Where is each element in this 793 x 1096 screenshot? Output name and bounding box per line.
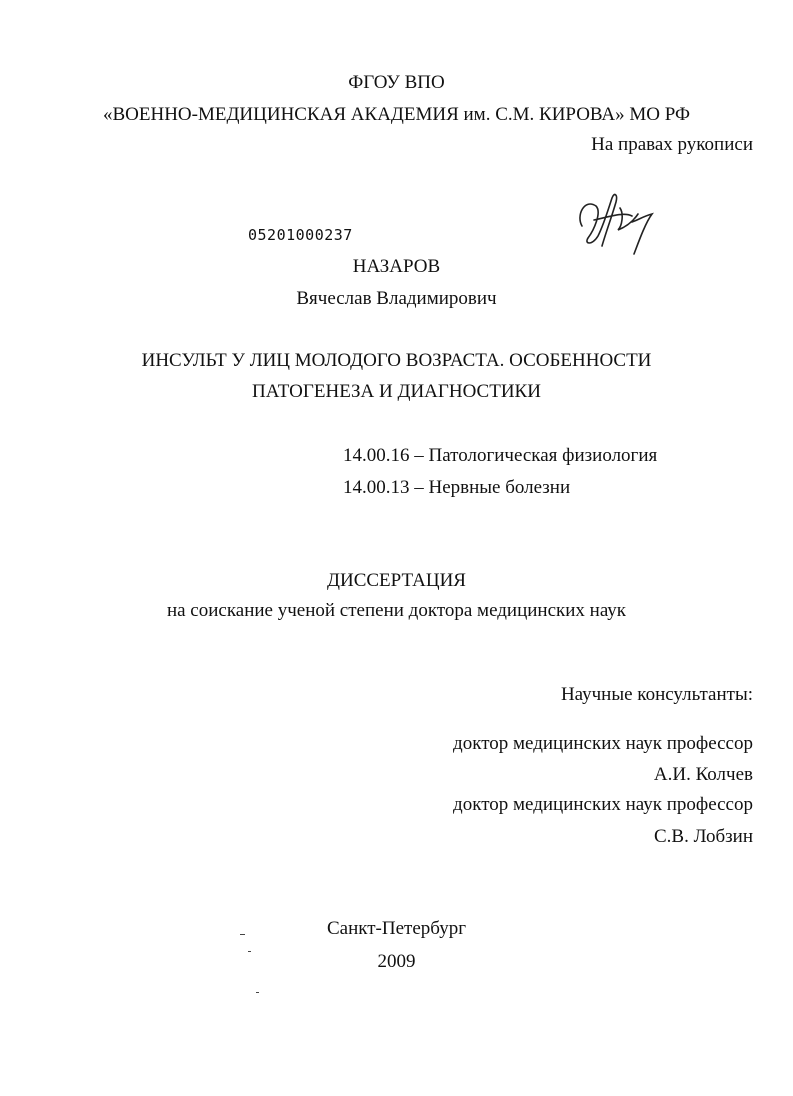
scan-speck [240, 934, 245, 935]
scan-speck [248, 951, 251, 952]
thesis-title-line-1: ИНСУЛЬТ У ЛИЦ МОЛОДОГО ВОЗРАСТА. ОСОБЕННОСТИ [141, 350, 652, 371]
org-full: «ВОЕННО-МЕДИЦИНСКАЯ АКАДЕМИЯ им. С.М. КИРОВА» МО РФ [102, 104, 691, 125]
degree-line: на соискание ученой степени доктора медицинских наук [166, 600, 627, 621]
specialty-1: 14.00.16 – Патологическая физиология [343, 445, 658, 466]
author-given-name: Вячеслав Владимирович [296, 288, 497, 309]
consultant-2-name: С.В. Лобзин [653, 826, 753, 847]
rights-note: На правах рукописи [591, 134, 753, 155]
org-short: ФГОУ ВПО [348, 72, 445, 93]
consultant-1-title: доктор медицинских наук профессор [453, 733, 753, 754]
consultant-2-title: доктор медицинских наук профессор [453, 794, 753, 815]
thesis-title-line-2: ПАТОГЕНЕЗА И ДИАГНОСТИКИ [252, 381, 541, 402]
author-surname: НАЗАРОВ [352, 256, 441, 277]
consultants-heading: Научные консультанты: [560, 684, 753, 705]
registry-number: 05201000237 [248, 226, 353, 244]
year: 2009 [377, 951, 416, 972]
city: Санкт-Петербург [326, 918, 466, 939]
signature-image [572, 186, 662, 258]
work-type: ДИССЕРТАЦИЯ [327, 570, 466, 591]
specialty-2: 14.00.13 – Нервные болезни [343, 477, 571, 498]
consultant-1-name: А.И. Колчев [653, 764, 753, 785]
scan-speck [256, 992, 259, 993]
